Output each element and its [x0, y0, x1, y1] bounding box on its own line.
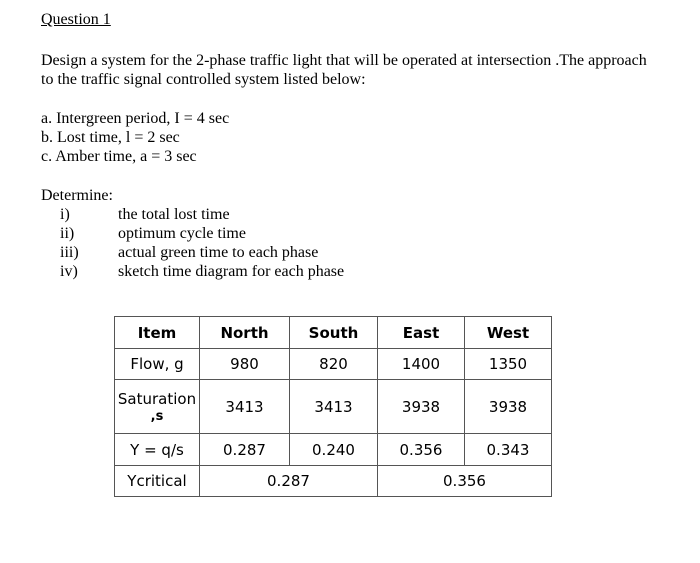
header-south: South — [290, 317, 378, 349]
question-intro — [41, 51, 691, 89]
task-number: i) — [60, 206, 70, 223]
saturation-east: 3938 — [378, 380, 465, 434]
header-north: North — [200, 317, 290, 349]
tasks-list — [60, 205, 344, 281]
task-text: actual green time to each phase — [118, 244, 319, 261]
critical-east-west: 0.356 — [378, 466, 552, 497]
task-text: sketch time diagram for each phase — [118, 263, 345, 280]
flow-north: 980 — [200, 349, 290, 380]
question-heading: Question 1 — [41, 11, 111, 28]
row-label-critical: Ycritical — [115, 466, 200, 497]
row-label-flow: Flow, g — [115, 349, 200, 380]
given-values-list — [41, 109, 229, 166]
header-item: Item — [115, 317, 200, 349]
intro-line: to the traffic signal controlled system listed below: — [41, 71, 366, 88]
ratio-west: 0.343 — [465, 434, 552, 466]
task-item — [60, 262, 344, 281]
task-number: ii) — [60, 225, 75, 242]
traffic-flow-table — [114, 316, 552, 497]
header-east: East — [378, 317, 465, 349]
ratio-north: 0.287 — [200, 434, 290, 466]
given-amber-time: c. Amber time, a = 3 sec — [41, 148, 197, 165]
task-item — [60, 205, 344, 224]
task-item — [60, 224, 344, 243]
flow-west: 1350 — [465, 349, 552, 380]
row-label-ratio: Y = q/s — [115, 434, 200, 466]
saturation-label: Saturation — [117, 389, 197, 408]
ratio-east: 0.356 — [378, 434, 465, 466]
header-west: West — [465, 317, 552, 349]
row-label-saturation — [115, 380, 200, 434]
flow-east: 1400 — [378, 349, 465, 380]
flow-south: 820 — [290, 349, 378, 380]
given-intergreen-period: a. Intergreen period, I = 4 sec — [41, 110, 230, 127]
task-text: optimum cycle time — [118, 225, 246, 242]
task-number: iii) — [60, 244, 79, 261]
saturation-sublabel: ,s — [150, 408, 164, 424]
saturation-west: 3938 — [465, 380, 552, 434]
intro-line: Design a system for the 2-phase traffic light that will be operated at intersection .The approach — [41, 52, 647, 69]
determine-label: Determine: — [41, 187, 113, 204]
saturation-north: 3413 — [200, 380, 290, 434]
ratio-south: 0.240 — [290, 434, 378, 466]
table-row-critical — [115, 466, 552, 497]
task-item — [60, 243, 344, 262]
task-number: iv) — [60, 263, 78, 280]
saturation-south: 3413 — [290, 380, 378, 434]
table-row-saturation — [115, 380, 552, 434]
task-text: the total lost time — [118, 206, 230, 223]
table-row-flow — [115, 349, 552, 380]
critical-north-south: 0.287 — [200, 466, 378, 497]
table-header-row — [115, 317, 552, 349]
given-lost-time: b. Lost time, l = 2 sec — [41, 129, 180, 146]
table-row-ratio — [115, 434, 552, 466]
